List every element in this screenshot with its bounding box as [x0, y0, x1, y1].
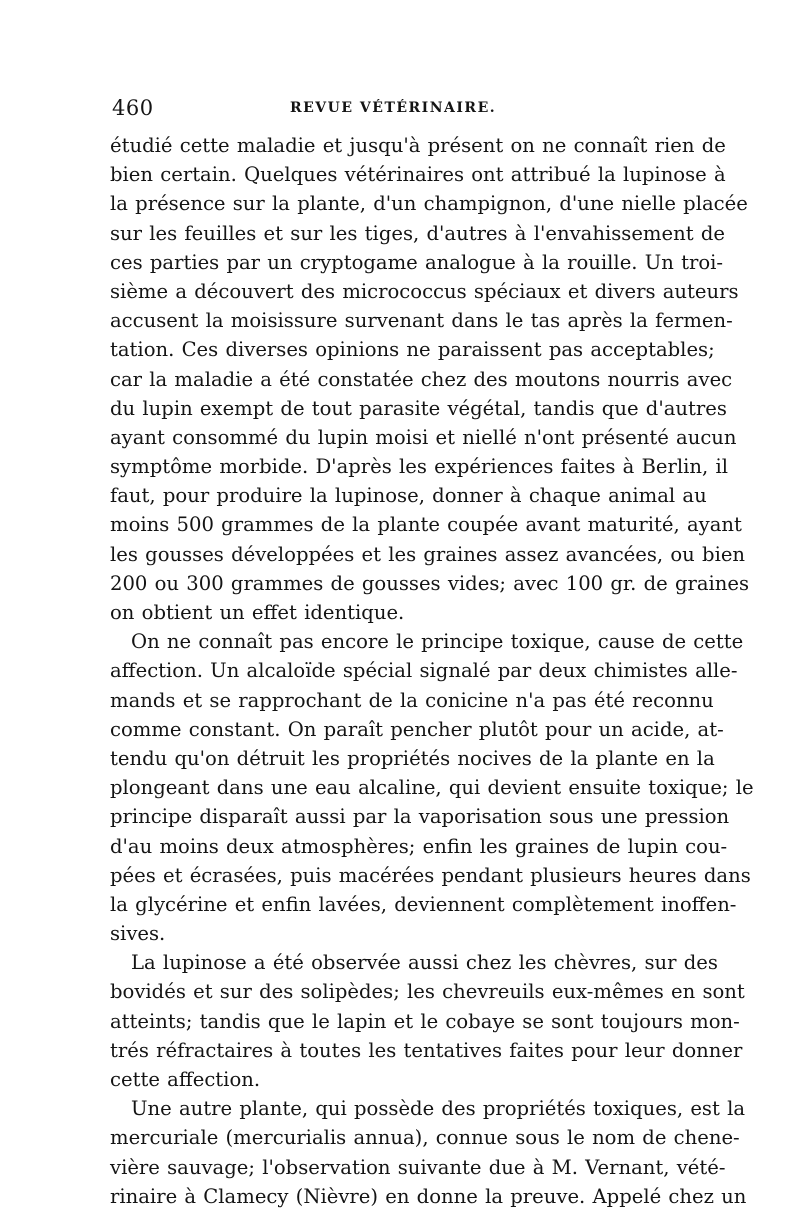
text-line: principe disparaît aussi par la vaporisation sous une pression — [110, 805, 730, 829]
text-line: plongeant dans une eau alcaline, qui devient ensuite toxique; le — [110, 776, 754, 800]
text-line: la présence sur la plante, d'un champignon, d'une nielle placée — [110, 192, 748, 216]
text-line: car la maladie a été constatée chez des moutons nourris avec — [110, 367, 733, 391]
text-line: comme constant. On paraît pencher plutôt pour un acide, at- — [110, 717, 724, 741]
running-head — [112, 96, 692, 126]
text-line: vière sauvage; l'observation suivante due à M. Vernant, vété- — [110, 1155, 726, 1179]
text-line: pées et écrasées, puis macérées pendant plusieurs heures dans — [110, 863, 751, 887]
text-line: La lupinose a été observée aussi chez les chèvres, sur des — [131, 951, 718, 975]
journal-title: REVUE VÉTÉRINAIRE. — [290, 100, 497, 116]
text-line: sième a découvert des micrococcus spéciaux et divers auteurs — [110, 279, 739, 303]
text-line: la glycérine et enfin lavées, deviennent complètement inoffen- — [110, 892, 737, 916]
text-line: trés réfractaires à toutes les tentatives faites pour leur donner — [110, 1038, 743, 1062]
text-line: sives. — [110, 922, 166, 946]
text-line: affection. Un alcaloïde spécial signalé par deux chimistes alle- — [110, 659, 738, 683]
text-line: rinaire à Clamecy (Nièvre) en donne la preuve. Appelé chez un — [110, 1184, 747, 1208]
paragraph-3 — [110, 948, 745, 1094]
text-line: bien certain. Quelques vétérinaires ont attribué la lupinose à — [110, 163, 726, 187]
text-line: Une autre plante, qui possède des propriétés toxiques, est la — [131, 1097, 746, 1121]
text-line: mands et se rapprochant de la conicine n'a pas été reconnu — [110, 688, 714, 712]
text-line: tendu qu'on détruit les propriétés nocives de la plante en la — [110, 746, 715, 770]
text-line: moins 500 grammes de la plante coupée avant maturité, ayant — [110, 513, 742, 537]
paragraph-1 — [110, 131, 750, 627]
text-line: ayant consommé du lupin moisi et niellé n'ont présenté aucun — [110, 425, 737, 449]
text-line: 200 ou 300 grammes de gousses vides; avec 100 gr. de graines — [110, 571, 750, 595]
text-line: symptôme morbide. D'après les expériences faites à Berlin, il — [110, 455, 729, 479]
paragraph-4 — [110, 1094, 747, 1211]
body-text — [110, 131, 754, 1211]
text-line: du lupin exempt de tout parasite végétal, tandis que d'autres — [110, 396, 727, 420]
page-number: 460 — [112, 96, 154, 120]
text-line: On ne connaît pas encore le principe toxique, cause de cette — [131, 630, 744, 654]
text-line: accusent la moisissure survenant dans le tas après la fermen- — [110, 309, 733, 333]
text-line: on obtient un effet identique. — [110, 601, 405, 624]
paragraph-2 — [110, 627, 754, 948]
text-line: tation. Ces diverses opinions ne paraissent pas acceptables; — [110, 338, 715, 362]
text-line: atteints; tandis que le lapin et le cobaye se sont toujours mon- — [110, 1009, 740, 1033]
text-line: mercuriale (mercurialis annua), connue sous le nom de chene- — [110, 1126, 740, 1150]
text-line: bovidés et sur des solipèdes; les chevreuils eux-mêmes en sont — [110, 980, 745, 1004]
text-line: les gousses développées et les graines assez avancées, ou bien — [110, 542, 746, 566]
text-line: sur les feuilles et sur les tiges, d'autres à l'envahissement de — [110, 221, 725, 245]
text-line: faut, pour produire la lupinose, donner à chaque animal au — [110, 484, 707, 508]
text-line: cette affection. — [110, 1068, 261, 1091]
text-line: d'au moins deux atmosphères; enfin les graines de lupin cou- — [110, 834, 728, 858]
text-line: ces parties par un cryptogame analogue à la rouille. Un troi- — [110, 250, 724, 274]
text-line: étudié cette maladie et jusqu'à présent on ne connaît rien de — [110, 134, 726, 157]
